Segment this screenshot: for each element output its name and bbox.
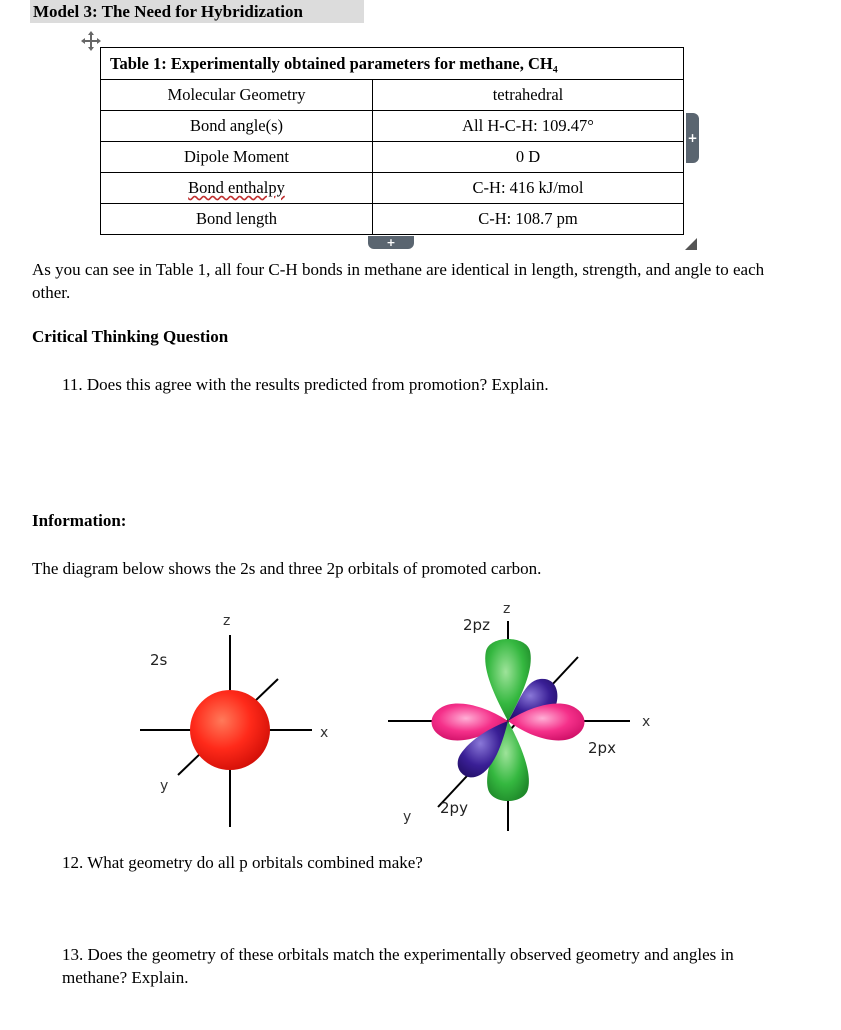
row-value: tetrahedral bbox=[373, 80, 684, 111]
s-orbital-sphere bbox=[190, 690, 270, 770]
p-orbitals-figure bbox=[388, 601, 650, 831]
question-12: 12. What geometry do all p orbitals combined make? bbox=[62, 853, 423, 872]
add-row-button[interactable]: + bbox=[368, 236, 414, 249]
row-label-text: Bond enthalpy bbox=[188, 178, 285, 197]
row-label: Molecular Geometry bbox=[101, 80, 373, 111]
model-title: Model 3: The Need for Hybridization bbox=[30, 0, 364, 23]
row-label: Bond angle(s) bbox=[101, 111, 373, 142]
table-row bbox=[101, 80, 684, 111]
s-orbital-figure bbox=[140, 613, 328, 827]
row-label: Bond length bbox=[101, 204, 373, 235]
x-axis-label: x bbox=[642, 714, 651, 730]
orbital-2pz-label: 2pz bbox=[463, 616, 490, 634]
orbital-2py-label: 2py bbox=[440, 799, 468, 817]
orbital-diagram bbox=[120, 595, 680, 835]
orbital-2px-label: 2px bbox=[588, 739, 616, 757]
question-13: 13. Does the geometry of these orbitals match the experimentally observed geometry and angles in methane? Explain. bbox=[62, 945, 734, 987]
question-11: 11. Does this agree with the results predicted from promotion? Explain. bbox=[62, 375, 549, 394]
row-value: C-H: 108.7 pm bbox=[373, 204, 684, 235]
y-axis-label: y bbox=[403, 809, 412, 825]
information-heading: Information: bbox=[32, 511, 127, 530]
row-value: 0 D bbox=[373, 142, 684, 173]
orbital-2s-label: 2s bbox=[150, 651, 168, 669]
y-axis-label: y bbox=[160, 778, 169, 794]
parameters-table bbox=[100, 47, 684, 235]
paragraph-diagram-intro: The diagram below shows the 2s and three 2p orbitals of promoted carbon. bbox=[32, 559, 542, 578]
z-axis-label: z bbox=[503, 601, 511, 617]
table-caption: Table 1: Experimentally obtained parameters for methane, CH₄ bbox=[101, 48, 684, 80]
z-axis-label: z bbox=[223, 613, 231, 629]
move-icon[interactable] bbox=[80, 30, 102, 52]
row-value: C-H: 416 kJ/mol bbox=[373, 173, 684, 204]
table-row bbox=[101, 173, 684, 204]
add-column-button[interactable]: + bbox=[686, 113, 699, 163]
table-row bbox=[101, 111, 684, 142]
row-label: Dipole Moment bbox=[101, 142, 373, 173]
row-label bbox=[101, 173, 373, 204]
row-value: All H-C-H: 109.47° bbox=[373, 111, 684, 142]
paragraph-table-summary: As you can see in Table 1, all four C-H bonds in methane are identical in length, strength, and angle to each other. bbox=[32, 260, 765, 302]
table-row bbox=[101, 142, 684, 173]
resize-handle-icon[interactable] bbox=[684, 237, 698, 251]
x-axis-label: x bbox=[320, 725, 329, 741]
critical-thinking-heading: Critical Thinking Question bbox=[32, 327, 229, 346]
table-row bbox=[101, 204, 684, 235]
